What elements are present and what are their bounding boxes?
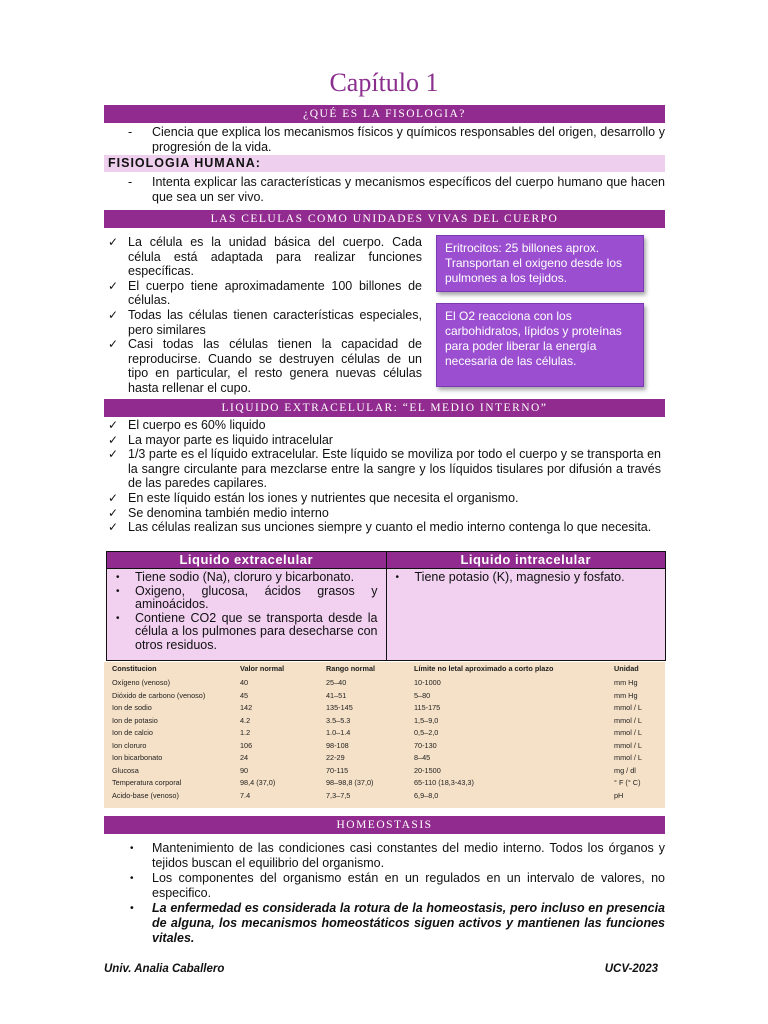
list-item: • Los componentes del organismo están en un regulados en un intervalo de valores, no especifico. [130, 871, 665, 900]
bullet-icon: • [130, 903, 134, 914]
check-icon: ✓ [108, 337, 119, 352]
bullet-icon: • [130, 873, 134, 884]
list-item: ✓ El cuerpo tiene aproximadamente 100 billones de células. [108, 278, 422, 308]
list-item: • Tiene sodio (Na), cloruro y bicarbonato. [116, 570, 355, 584]
table-row: Ion bicarbonato 24 22-29 8–45 mmol / L [112, 753, 642, 762]
list-item: ✓ Las células realizan sus unciones siempre y cuanto el medio interno contenga lo que necesita. [108, 520, 652, 535]
table-row: Acido-base (venoso) 7.4 7,3–7,5 6,9–8,0 pH [112, 790, 624, 800]
bullet-icon: • [116, 585, 120, 597]
table-row: Dióxido de carbono (venoso) 45 41–51 5–80 mm Hg [112, 690, 638, 700]
table-row: Glucosa 90 70-115 20-1500 mg / dl [112, 765, 636, 775]
table-row: Temperatura corporal 98,4 (37,0) 98–98,8 (37,0) 65-110 (18,3-43,3) ° F (° C) [112, 778, 641, 787]
table-row: Ion cloruro 106 98-108 70-130 mmol / L [112, 740, 642, 750]
list-item: ✓ Todas las células tienen características especiales, pero similares [108, 307, 422, 337]
list-item: • Oxigeno, glucosa, ácidos grasos y aminoácidos. [116, 583, 378, 611]
footer-author: Univ. Analia Caballero [104, 963, 225, 975]
oxygen-callout: El O2 reacciona con los carbohidratos, lípidos y proteínas para poder liberar la energía necesaria de las células. [436, 303, 644, 387]
section-header-liquido-extracelular: LIQUIDO EXTRACELULAR: “EL MEDIO INTERNO” [104, 399, 665, 417]
table-row: Ion de sodio 142 135-145 115-175 mmol / L [112, 703, 642, 712]
check-icon: ✓ [108, 520, 119, 535]
section-header-fisiologia: ¿QUÉ ES LA FISOLOGIA? [104, 105, 665, 123]
extracellular-header: Liquido extracelular [107, 552, 386, 569]
section-header-homeostasis: HOMEOSTASIS [104, 816, 665, 834]
human-physiology-item [104, 175, 665, 205]
homeostasis-list [104, 841, 665, 946]
list-item: ✓ El cuerpo es 60% liquido [108, 418, 266, 432]
bullet-icon: • [395, 572, 400, 583]
list-item: ✓ En este líquido están los iones y nutrientes que necesita el organismo. [108, 490, 519, 505]
dash-marker: - [128, 125, 133, 139]
list-item: ✓ Casi todas las células tienen la capacidad de reproducirse. Cuando se destruyen células de un tipo en particular, el resto genera nuevas células hasta rellenar el cupo. [108, 337, 422, 395]
subheader-fisiologia-humana: FISIOLOGIA HUMANA: [104, 155, 665, 172]
human-physiology-text: Intenta explicar las características y mecanismos específicos del cuerpo humano que hacen que sea un ser vivo. [152, 175, 665, 204]
definition-item [104, 125, 665, 155]
erythrocytes-callout: Eritrocitos: 25 billones aprox. Transportan el oxigeno desde los pulmones a los tejidos. [436, 235, 644, 292]
dash-marker: - [128, 175, 133, 189]
list-item: ✓ La mayor parte es liquido intracelular [108, 432, 333, 447]
list-item: • Mantenimiento de las condiciones casi constantes del medio interno. Todos los órganos y tejidos buscan el equilibrio del organismo. [130, 841, 665, 870]
list-item: ✓ La célula es la unidad básica del cuerpo. Cada célula está adaptada para realizar funciones específicas. [108, 235, 422, 279]
list-item: ✓ Se denomina también medio interno [108, 505, 329, 520]
normal-values-table [104, 662, 665, 808]
check-icon: ✓ [108, 447, 119, 462]
check-icon: ✓ [108, 235, 119, 249]
check-icon: ✓ [108, 432, 119, 447]
check-icon: ✓ [108, 418, 119, 432]
check-icon: ✓ [108, 505, 119, 520]
table-header-row: Constitucion Valor normal Rango normal Límite no letal aproximado a corto plazo Unidad [112, 664, 639, 674]
check-icon: ✓ [108, 307, 119, 322]
intracellular-header: Liquido intracelular [387, 552, 666, 569]
list-item: • Tiene potasio (K), magnesio y fosfato. [395, 570, 625, 584]
section-header-celulas: LAS CELULAS COMO UNIDADES VIVAS DEL CUERPO [104, 210, 665, 228]
bullet-icon: • [116, 612, 120, 624]
bullet-icon: • [116, 572, 120, 583]
bullet-icon: • [130, 843, 134, 854]
table-row: Ion de potasio 4.2 3.5–5.3 1,5–9,0 mmol / L [112, 715, 642, 725]
table-row: Oxígeno (venoso) 40 25–40 10-1000 mm Hg [112, 678, 638, 687]
definition-text: Ciencia que explica los mecanismos físicos y químicos responsables del origen, desarrollo y progresión de la vida. [152, 125, 665, 154]
list-item: ✓ 1/3 parte es el líquido extracelular. Este líquido se moviliza por todo el cuerpo y se transporta en la sangre circulante para mezclarse entre la sangre y los líquidos tisulares por difusión a través de las paredes capilares. [108, 447, 661, 491]
extracellular-column [107, 552, 387, 660]
footer-code: UCV-2023 [604, 963, 658, 975]
chapter-title: Capítulo 1 [329, 68, 439, 97]
cells-list [104, 235, 422, 396]
list-item-emphasis: • La enfermedad es considerada la rotura de la homeostasis, pero incluso en presencia de alguna, los mecanismos homeostáticos siguen activos y mantienen las funciones vitales. [130, 901, 665, 945]
intracellular-column [387, 552, 666, 660]
fluid-list [104, 418, 661, 535]
fluid-comparison-table [106, 551, 666, 661]
check-icon: ✓ [108, 490, 119, 505]
check-icon: ✓ [108, 278, 119, 293]
table-row: Ion de calcio 1.2 1.0–1.4 0,5–2,0 mmol / L [112, 728, 642, 737]
list-item: • Contiene CO2 que se transporta desde la célula a los pulmones para desecharse con otros residuos. [116, 610, 378, 652]
